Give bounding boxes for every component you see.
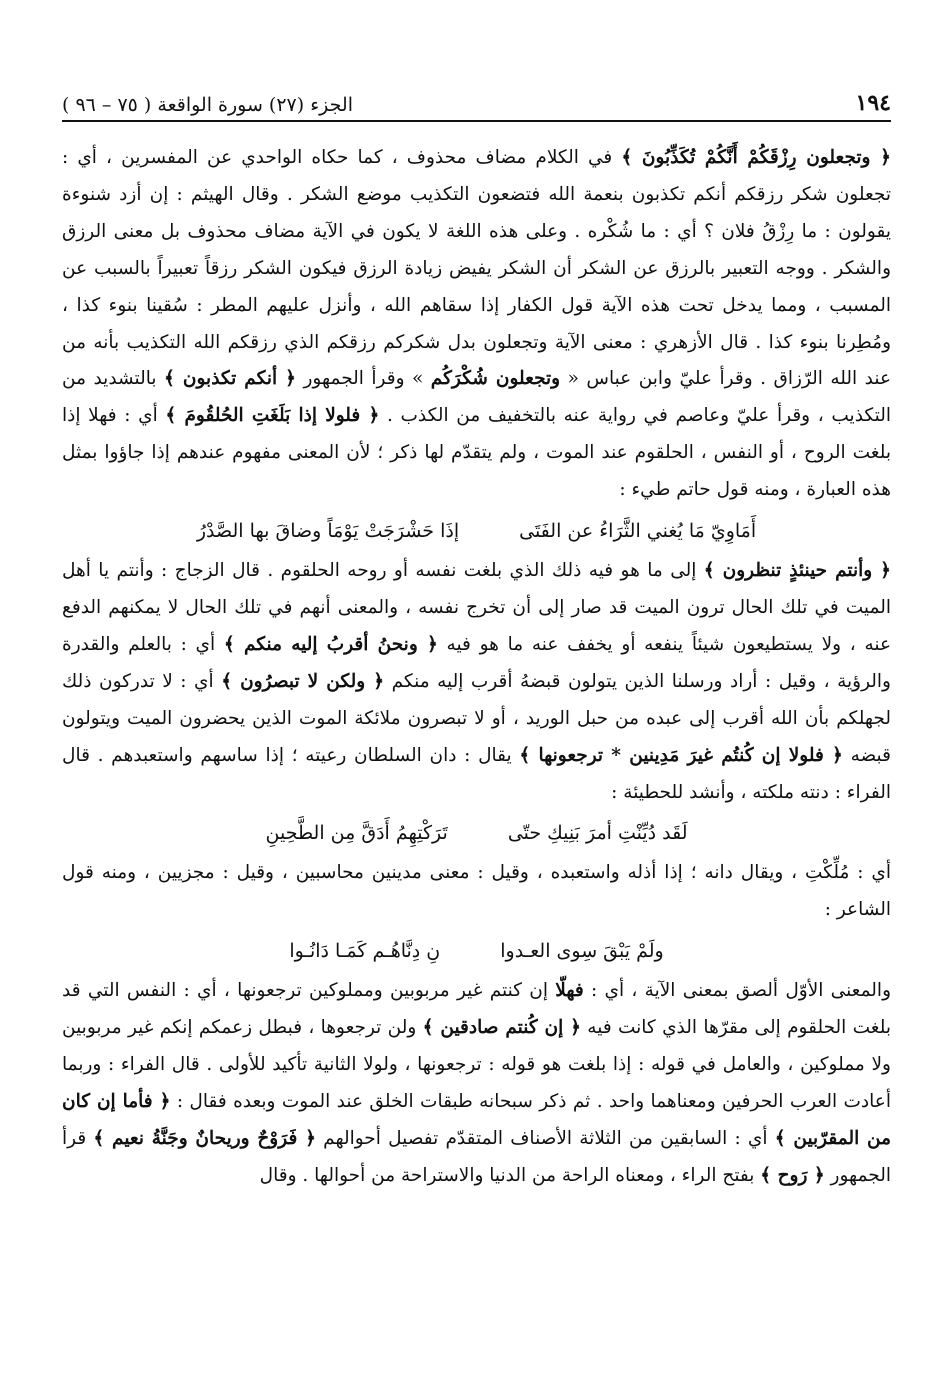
commentary-text: بفتح الراء ، ومعناه الراحة من الدنيا والاستراحة من أحوالها . وقال	[259, 1164, 761, 1186]
page-number: ١٩٤	[855, 90, 891, 116]
verse-hemistich-first: أَمَاوِيّ مَا يُغني الثَّرَاءُ عن الفَتَى	[519, 520, 757, 543]
commentary-text: أي : مُلِّكْتِ ، ويقال دانه ؛ إذا أذله واستعبده ، وقيل : معنى مدينين محاسبين ، وقيل : مجزيين ، ومنه قول الشاعر :	[62, 862, 891, 921]
commentary-text: أي : فهلا إذا بلغت الروح ، أو النفس ، الحلقوم عند الموت ، ولم يتقدّم لها ذكر ؛ لأن المعنى مفهوم عندهم إذا جاؤوا بمثل هذه العبارة ، ومنه قول حاتم طيء :	[62, 405, 891, 501]
quran-quote: ﴿ إن كُنتم صادقين ﴾	[422, 1017, 581, 1039]
quran-quote: ﴿ ونحنُ أقربُ إليه منكم ﴾	[223, 633, 438, 655]
commentary-text: أي : لا تدركون ذلك لجهلكم بأن الله أقرب إلى عبده من حبل الوريد ، أو لا تبصرون ملائكة الموت الذين يحضرون الميت ويتولون قبضه	[62, 670, 891, 766]
quran-quote: ﴿ أنكم تكذبون ﴾	[164, 368, 297, 390]
commentary-text: إن كنتم غير مربوبين ومملوكين ترجعونها ، أي : النفس التي قد بلغت الحلقوم إلى مقرّها الذي كانت فيه	[62, 980, 891, 1039]
commentary-text: إلى ما هو فيه ذلك الذي بلغت نفسه أو روحه الحلقوم . قال الزجاج : وأنتم يا أهل الميت في تلك الحال ترون الميت قد صار إلى أن تخرج نفسه ، والمعنى أنهم في تلك الحال لا يمكنهم الدفع عنه ، ولا يستطيعون شيئاً ينفعه أو يخفف عنه ما هو فيه	[62, 560, 891, 655]
commentary-text: في الكلام مضاف محذوف ، كما حكاه الواحدي عن المفسرين ، أي : تجعلون شكر رزقكم أنكم تكذبون بنعمة الله فتضعون التكذيب موضع الشكر . وقال الهيثم : إن أزد شنوءة يقولون : ما رِزْقُ فلان ؟ أي : ما شُكْره . وعلى هذه اللغة لا يكون في الآية مضاف محذوف بل معنى الرزق والشكر . ووجه التعبير بالرزق عن الشكر أن الشكر يفيض زيادة الرزق فيكون الشكر رزقاً تعبيراً بالسبب عن المسبب ، ومما يدخل تحت هذه الآية قول الكفار إذا سقاهم الله ، وأنزل عليهم المطر : سُقينا بنوء كذا ، ومُطِرنا بنوء كذا . قال الأزهري : معنى الآية وتجعلون بدل شكركم رزقكم الذي رزقكم الله التكذيب بأنه من عند الله الرّزاق . وقرأ عليّ وابن عباس «	[62, 147, 892, 390]
commentary-text: قرأ الجمهور	[62, 1127, 891, 1186]
quran-quote: ﴿ وتجعلون رِزْقَكُمْ أَنَّكُمْ تُكَذِّبُونَ ﴾	[621, 147, 891, 168]
quran-quote: ﴿ ولكن لا تبصرُون ﴾	[221, 670, 385, 692]
quran-quote: ﴿ فلولا إذا بَلَغَتِ الحُلقُومَ ﴾	[165, 405, 380, 427]
verse-hemistich-second: نِ دِنَّاهُـم كَمَـا دَانُـوا	[289, 940, 441, 963]
verse-hemistich-first: ولَمْ يَبْقَ سِوى العـدوا	[500, 940, 664, 963]
commentary-text: أي : السابقين من الثلاثة الأصناف المتقدّم تفصيل أحوالهم	[315, 1127, 775, 1149]
quran-quote: ﴿ وأنتم حينئذٍ تنظرون ﴾	[703, 560, 891, 582]
quran-quote: وتجعلون شُكْرَكُم	[430, 368, 561, 390]
paragraph	[62, 140, 891, 509]
quran-quote: ﴿ فأما إن كان من المقرّبين ﴾	[62, 1090, 891, 1149]
commentary-text: والمعنى الأوّل ألصق بمعنى الآية ، أي :	[583, 980, 892, 1002]
commentary-text: أي : بالعلم والقدرة والرؤية ، وقيل : أراد ورسلنا الذين يتولون قبضهُ أقرب إليه منكم	[62, 633, 891, 692]
poetry-verse	[62, 511, 891, 551]
quran-quote: ﴿ فلولا إن كُنتُم غيرَ مَدِينين * ترجعونها ﴾	[519, 744, 843, 766]
verse-hemistich-second: إذَا حَشْرَجَتْ يَوْمَاً وضاقَ بها الصَّدْرُ	[196, 520, 460, 543]
poetry-verse	[62, 813, 891, 853]
poetry-verse	[62, 931, 891, 971]
running-title: الجزء (٢٧) سورة الواقعة ( ٧٥ – ٩٦ )	[62, 94, 353, 116]
verse-hemistich-first: لَقَد دُيِّنْتِ أمرَ بَنِيكِ حتّى	[507, 822, 688, 845]
paragraph	[62, 855, 891, 929]
verse-hemistich-second: تَرَكْتِهِمُ أَدَقَّ مِن الطَّحِينِ	[265, 822, 448, 845]
commentary-text: ولن ترجعوها ، فبطل زعمكم إنكم غير مربوبين ولا مملوكين ، والعامل في قوله : إذا بلغت هو قوله : ترجعونها ، ولولا الثانية تأكيد للأولى . قال الفراء : وربما أعادت العرب الحرفين ومعناهما واحد . ثم ذكر سبحانه طبقات الخلق عند الموت وبعده فقال :	[62, 1017, 891, 1112]
quran-quote: فهلّا	[555, 980, 584, 1002]
commentary-text: » وقرأ الجمهور	[296, 368, 431, 390]
quran-quote: ﴿ رَوح ﴾	[760, 1164, 825, 1186]
page-body	[62, 140, 891, 1195]
commentary-text: بالتشديد من التكذيب ، وقرأ عليّ وعاصم في رواية عنه بالتخفيف من الكذب .	[62, 368, 891, 427]
page-header	[62, 88, 891, 122]
paragraph	[62, 553, 891, 811]
paragraph	[62, 973, 891, 1194]
quran-quote: ﴿ فَرَوْحٌ وريحانٌ وجَنَّةُ نعيم ﴾	[93, 1127, 316, 1149]
commentary-text: يقال : دان السلطان رعيته ؛ إذا ساسهم واستعبدهم . قال الفراء : دنته ملكته ، وأنشد للحطيئة :	[62, 744, 891, 803]
